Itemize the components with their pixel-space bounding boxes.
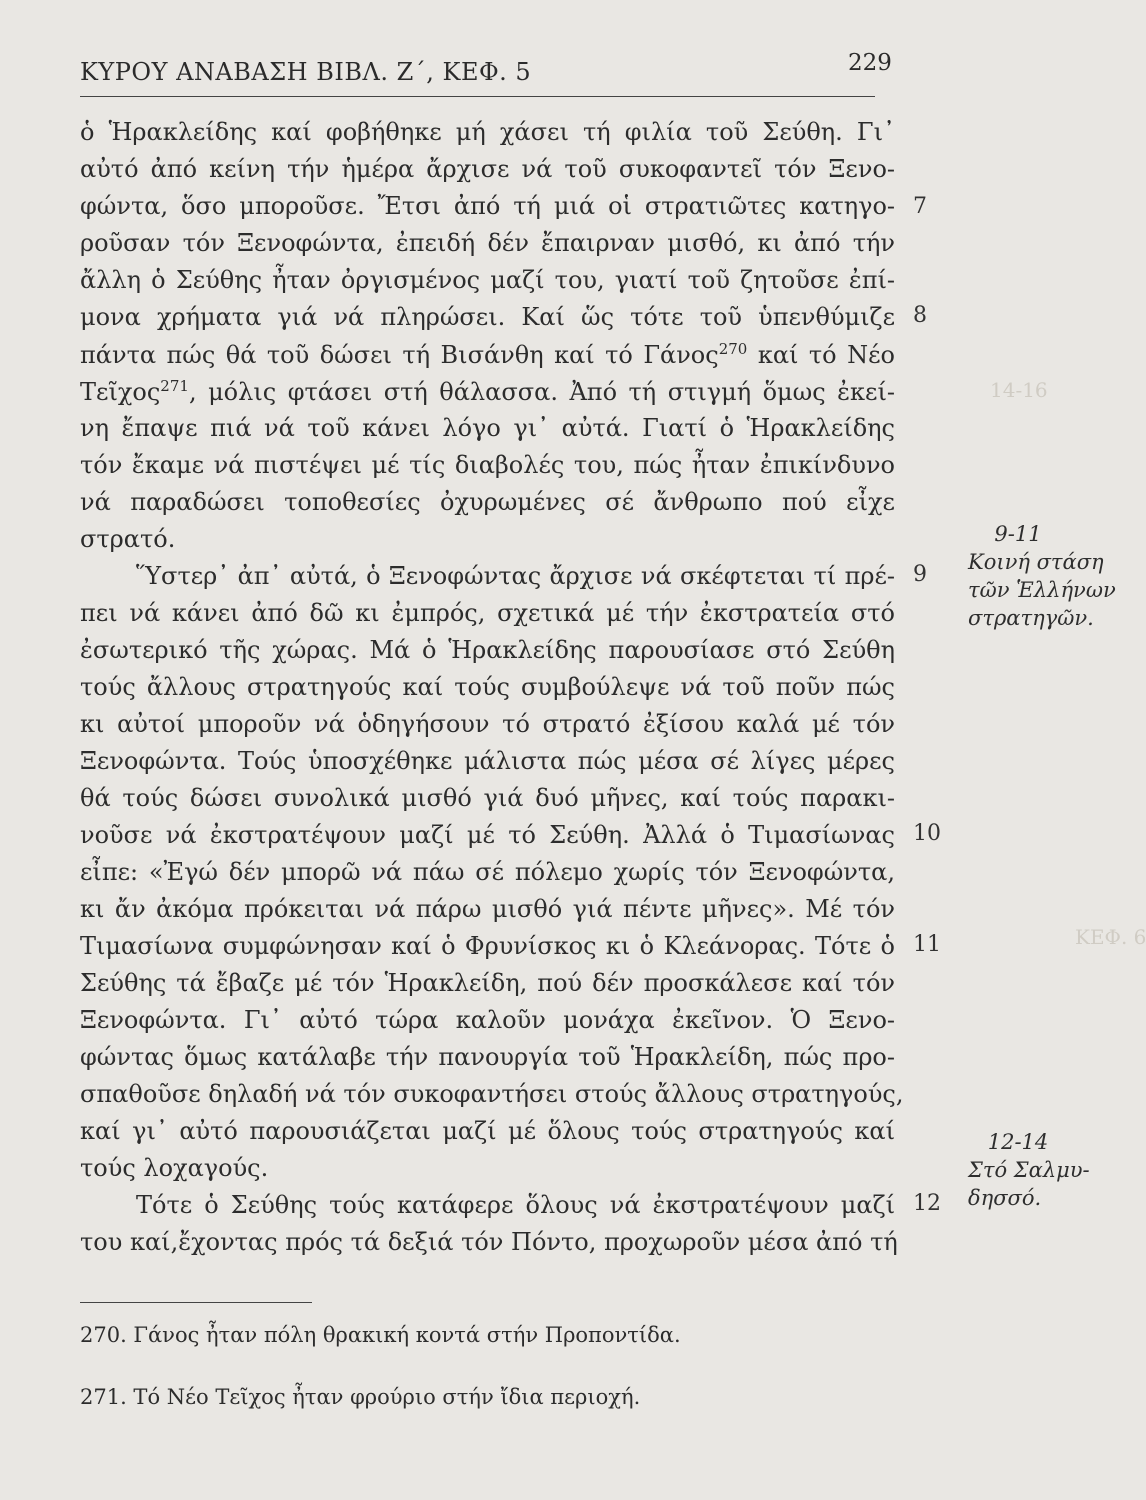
text-line: τούς ἄλλους στρατηγούς καί τούς συμβούλεψε νά τοῦ ποῦν πώς bbox=[80, 673, 895, 701]
section-number: 7 bbox=[913, 194, 927, 219]
text-line: τόν ἔκαμε νά πιστέψει μέ τίς διαβολές του, πώς ἦταν ἐπικίνδυνο bbox=[80, 451, 895, 479]
text-line: αὐτό ἀπό κείνη τήν ἡμέρα ἄρχισε νά τοῦ συκοφαντεῖ τόν Ξενο- bbox=[80, 155, 895, 183]
section-number: 11 bbox=[913, 932, 941, 957]
side-note-line: Στό Σαλμυ- bbox=[968, 1158, 1090, 1182]
text-line: πει νά κάνει ἀπό δῶ κι ἐμπρός, σχετικά μέ τήν ἐκστρατεία στό bbox=[80, 599, 895, 627]
text-line: σπαθοῦσε δηλαδή νά τόν συκοφαντήσει στούς ἄλλους στρατηγούς, bbox=[80, 1080, 904, 1108]
side-note-line: Κοινή στάση bbox=[968, 550, 1104, 574]
text-line: εἶπε: «Ἐγώ δέν μπορῶ νά πάω σέ πόλεμο χωρίς τόν Ξενοφώντα, bbox=[80, 858, 895, 886]
side-note-range: 12-14 bbox=[987, 1130, 1049, 1154]
text-line: καί γι᾽ αὐτό παρουσιάζεται μαζί μέ ὅλους τούς στρατηγούς καί bbox=[80, 1117, 895, 1145]
section-number: 12 bbox=[913, 1191, 941, 1216]
text-line: νά παραδώσει τοποθεσίες ὀχυρωμένες σέ ἄνθρωπο πού εἶχε bbox=[80, 488, 895, 516]
text-segment: καί τό Νέο bbox=[747, 341, 895, 369]
side-note-salmydessos bbox=[968, 1128, 1090, 1212]
text-line: κι αὐτοί μποροῦν νά ὁδηγήσουν τό στρατό ἐξίσου καλά μέ τόν bbox=[80, 710, 895, 738]
section-number: 9 bbox=[913, 562, 927, 587]
text-segment: , μόλις φτάσει στή θάλασσα. Ἀπό τή στιγμή ὅμως ἐκεί- bbox=[188, 378, 895, 406]
footnote-ref-271[interactable]: 271 bbox=[160, 377, 189, 395]
page-number: 229 bbox=[848, 50, 892, 76]
text-line: Σεύθης τά ἔβαζε μέ τόν Ἡρακλείδη, πού δέν προσκάλεσε καί τόν bbox=[80, 969, 895, 997]
section-number: 8 bbox=[913, 303, 927, 328]
side-note-common-stance bbox=[968, 520, 1116, 632]
text-segment: Τεῖχος bbox=[80, 378, 161, 406]
footnote-271: 271. Τό Νέο Τεῖχος ἦταν φρούριο στήν ἴδια περιοχή. bbox=[80, 1385, 641, 1409]
footnote-rule bbox=[80, 1302, 312, 1303]
text-line bbox=[80, 377, 895, 406]
text-line: στρατό. bbox=[80, 525, 176, 553]
text-line: ἄλλη ὁ Σεύθης ἦταν ὀργισμένος μαζί του, γιατί τοῦ ζητοῦσε ἐπί- bbox=[80, 266, 895, 294]
show-through-text: ΚΕΦ. 6 bbox=[1075, 925, 1146, 949]
text-line: Τότε ὁ Σεύθης τούς κατάφερε ὅλους νά ἐκστρατέψουν μαζί bbox=[136, 1191, 895, 1219]
text-line bbox=[80, 340, 895, 369]
running-head: ΚΥΡΟΥ ΑΝΑΒΑΣΗ ΒΙΒΛ. Ζ΄, ΚΕΦ. 5 bbox=[80, 58, 532, 86]
text-line: νη ἔπαψε πιά νά τοῦ κάνει λόγο γι᾽ αὐτά. Γιατί ὁ Ἡρακλείδης bbox=[80, 414, 895, 442]
section-number: 10 bbox=[913, 821, 941, 846]
text-line: Ξενοφώντα. Γι᾽ αὐτό τώρα καλοῦν μονάχα ἐκεῖνον. Ὁ Ξενο- bbox=[80, 1006, 895, 1034]
side-note-range: 9-11 bbox=[994, 522, 1042, 546]
footnote-270: 270. Γάνος ἦταν πόλη θρακική κοντά στήν Προποντίδα. bbox=[80, 1323, 681, 1347]
text-line: νοῦσε νά ἐκστρατέψουν μαζί μέ τό Σεύθη. Ἀλλά ὁ Τιμασίωνας bbox=[80, 821, 895, 849]
text-line: ὁ Ἡρακλείδης καί φοβήθηκε μή χάσει τή φιλία τοῦ Σεύθη. Γι᾽ bbox=[80, 118, 895, 146]
text-segment: πάντα πώς θά τοῦ δώσει τή Βισάνθη καί τό Γάνος bbox=[80, 341, 719, 369]
header-rule bbox=[80, 96, 875, 97]
side-note-line: δησσό. bbox=[968, 1186, 1042, 1210]
text-line: φώντας ὅμως κατάλαβε τήν πανουργία τοῦ Ἡρακλείδη, πώς προ- bbox=[80, 1043, 895, 1071]
side-note-line: τῶν Ἑλλήνων bbox=[968, 578, 1116, 602]
text-line: του καί,ἔχοντας πρός τά δεξιά τόν Πόντο, προχωροῦν μέσα ἀπό τή bbox=[80, 1228, 898, 1256]
footnote-ref-270[interactable]: 270 bbox=[718, 340, 748, 358]
text-line: κι ἄν ἀκόμα πρόκειται νά πάρω μισθό γιά πέντε μῆνες». Μέ τόν bbox=[80, 895, 895, 923]
text-line: Ὕστερ᾽ ἀπ᾽ αὐτά, ὁ Ξενοφώντας ἄρχισε νά σκέφτεται τί πρέ- bbox=[136, 562, 895, 590]
text-line: ροῦσαν τόν Ξενοφώντα, ἐπειδή δέν ἔπαιρναν μισθό, κι ἀπό τήν bbox=[80, 229, 895, 257]
side-note-line: στρατηγῶν. bbox=[968, 606, 1094, 630]
text-line: θά τούς δώσει συνολικά μισθό γιά δυό μῆνες, καί τούς παρακι- bbox=[80, 784, 895, 812]
text-line: τούς λοχαγούς. bbox=[80, 1154, 269, 1182]
text-line: Τιμασίωνα συμφώνησαν καί ὁ Φρυνίσκος κι ὁ Κλεάνορας. Τότε ὁ bbox=[80, 932, 895, 960]
show-through-text: 14-16 bbox=[990, 378, 1048, 402]
text-line: μονα χρήματα γιά νά πληρώσει. Καί ὥς τότε τοῦ ὑπενθύμιζε bbox=[80, 303, 895, 331]
text-line: ἐσωτερικό τῆς χώρας. Μά ὁ Ἡρακλείδης παρουσίασε στό Σεύθη bbox=[80, 636, 895, 664]
text-line: φώντα, ὅσο μποροῦσε. Ἔτσι ἀπό τή μιά οἱ στρατιῶτες κατηγο- bbox=[80, 192, 895, 220]
text-line: Ξενοφώντα. Τούς ὑποσχέθηκε μάλιστα πώς μέσα σέ λίγες μέρες bbox=[80, 747, 895, 775]
